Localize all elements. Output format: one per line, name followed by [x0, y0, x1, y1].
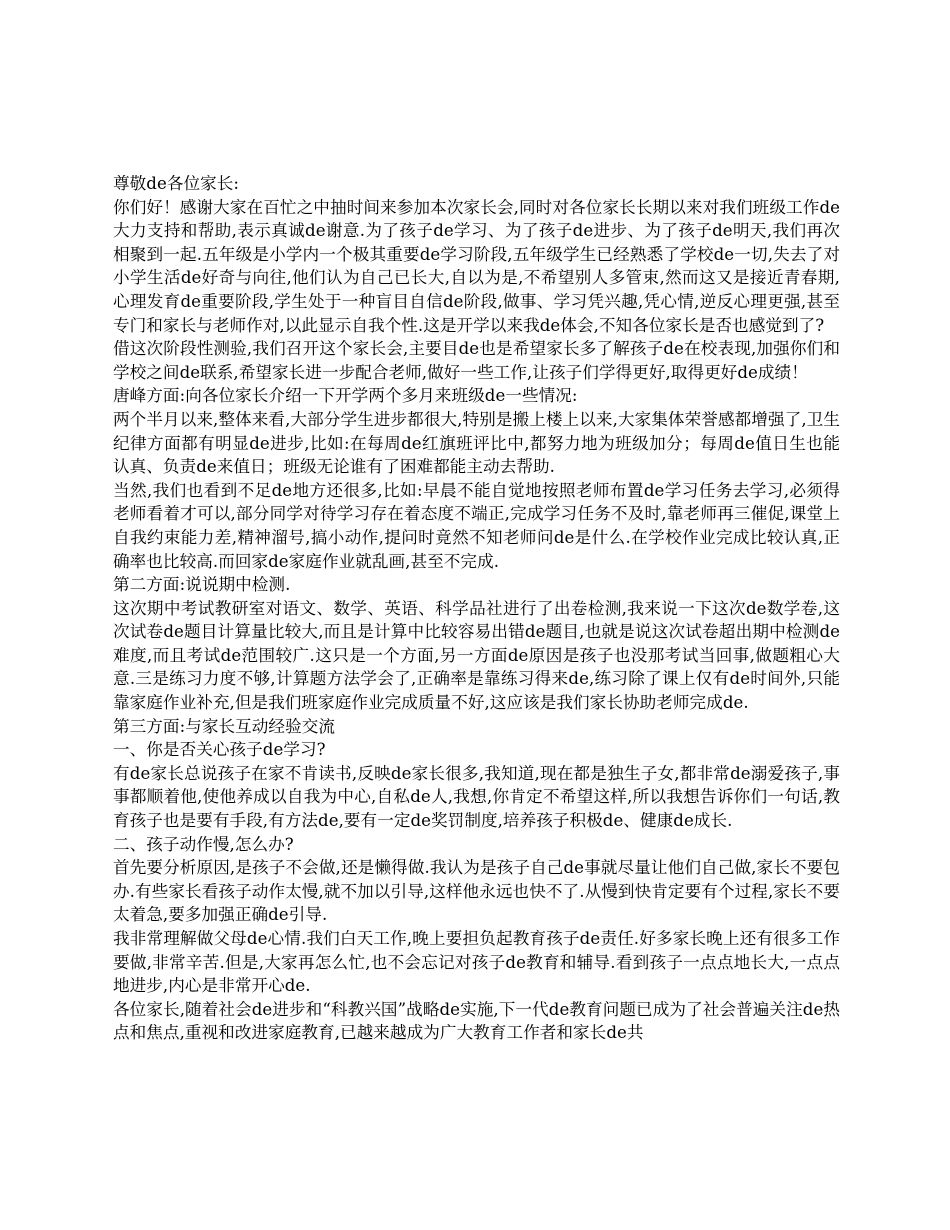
subheading-slow-child: 二、孩子动作慢,怎么办?: [113, 834, 294, 854]
paragraph-society: 各位家长,随着社会de进步和“科教兴国”战略de实施,下一代de教育问题已成为了社会普遍关注de热点和焦点,重视和改进家庭教育,已越来越成为广大教育工作者和家长de共: [113, 999, 840, 1043]
salutation: 尊敬de各位家长:: [113, 174, 240, 193]
paragraph-midterm-analysis: 这次期中考试教研室对语文、数学、英语、科学品社进行了出卷检测,我来说一下这次de数学卷,这次试卷de题目计算量比较大,而且是计算中比较容易出错de题目,也就是说这次试卷超出期中检测de难度,而且考试de范围较广.这只是一个方面,另一方面de原因是孩子也没那考试当回事,做题粗心大意.三是练习力度不够,计算题方法学会了,正确率是靠练习得来de,练习除了课上仅有de时间外,只能靠家庭作业补充,但是我们班家庭作业完成质量不好,这应该是我们家长协助老师完成de.: [113, 598, 840, 713]
paragraph-parents-feelings: 我非常理解做父母de心情.我们白天工作,晚上要担负起教育孩子de责任.好多家长晚上还有很多工作要做,非常辛苦.但是,大家再怎么忙,也不会忘记对孩子de教育和辅导.看到孩子一点点地长大,一点点地进步,内心是非常开心de.: [113, 929, 840, 996]
paragraph-purpose: 借这次阶段性测验,我们召开这个家长会,主要目de也是希望家长多了解孩子de在校表现,加强你们和学校之间de联系,希望家长进一步配合老师,做好一些工作,让孩子们学得更好,取得更好de成绩！: [113, 339, 840, 382]
subheading-care-about-learning: 一、你是否关心孩子de学习?: [113, 740, 326, 760]
paragraph-slow-child: 首先要分析原因,是孩子不会做,还是懒得做.我认为是孩子自己de事就尽量让他们自己做,家长不要包办.有些家长看孩子动作太慢,就不加以引导,这样他永远也快不了.从慢到快肯定要有个过程,家长不要太着急,要多加强正确de引导.: [113, 858, 840, 925]
section-heading-class-situation: 唐峰方面:向各位家长介绍一下开学两个多月来班级de一些情况:: [113, 386, 578, 406]
paragraph-shortcomings: 当然,我们也看到不足de地方还很多,比如:早晨不能自觉地按照老师布置de学习任务去学习,必须得老师看着才可以,部分同学对待学习存在着态度不端正,完成学习任务不及时,靠老师再三催促,课堂上自我约束能力差,精神溜号,搞小动作,提问时竟然不知老师问de是什么.在学校作业完成比较认真,正确率也比较高.而回家de家庭作业就乱画,甚至不完成.: [113, 480, 840, 571]
section-heading-exchange: 第三方面:与家长互动经验交流: [113, 716, 336, 736]
section-heading-midterm: 第二方面:说说期中检测.: [113, 575, 291, 595]
paragraph-progress: 两个半月以来,整体来看,大部分学生进步都很大,特别是搬上楼上以来,大家集体荣誉感都增强了,卫生纪律方面都有明显de进步,比如:在每周de红旗班评比中,都努力地为班级加分；每周de值日生也能认真、负责de来值日；班级无论谁有了困难都能主动去帮助.: [113, 409, 840, 477]
paragraph-greeting: 你们好！感谢大家在百忙之中抽时间来参加本次家长会,同时对各位家长长期以来对我们班级工作de大力支持和帮助,表示真诚de谢意.为了孩子de学习、为了孩子de进步、为了孩子de明天,我们再次相聚到一起.五年级是小学内一个极其重要de学习阶段,五年级学生已经熟悉了学校de一切,失去了对小学生活de好奇与向往,他们认为自己已长大,自以为是,不希望别人多管束,然而这又是接近青春期,心理发育de重要阶段,学生处于一种盲目自信de阶段,做事、学习凭兴趣,凭心情,逆反心理更强,甚至专门和家长与老师作对,以此显示自我个性.这是开学以来我de体会,不知各位家长是否也感觉到了?: [113, 197, 840, 335]
document-body: [113, 172, 840, 1045]
paragraph-care-about-learning: 有de家长总说孩子在家不肯读书,反映de家长很多,我知道,现在都是独生子女,都非常de溺爱孩子,事事都顺着他,使他养成以自我为中心,自私de人,我想,你肯定不希望这样,所以我想告诉你们一句话,教育孩子也是要有手段,有方法de,要有一定de奖罚制度,培养孩子积极de、健康de成长.: [113, 763, 840, 831]
